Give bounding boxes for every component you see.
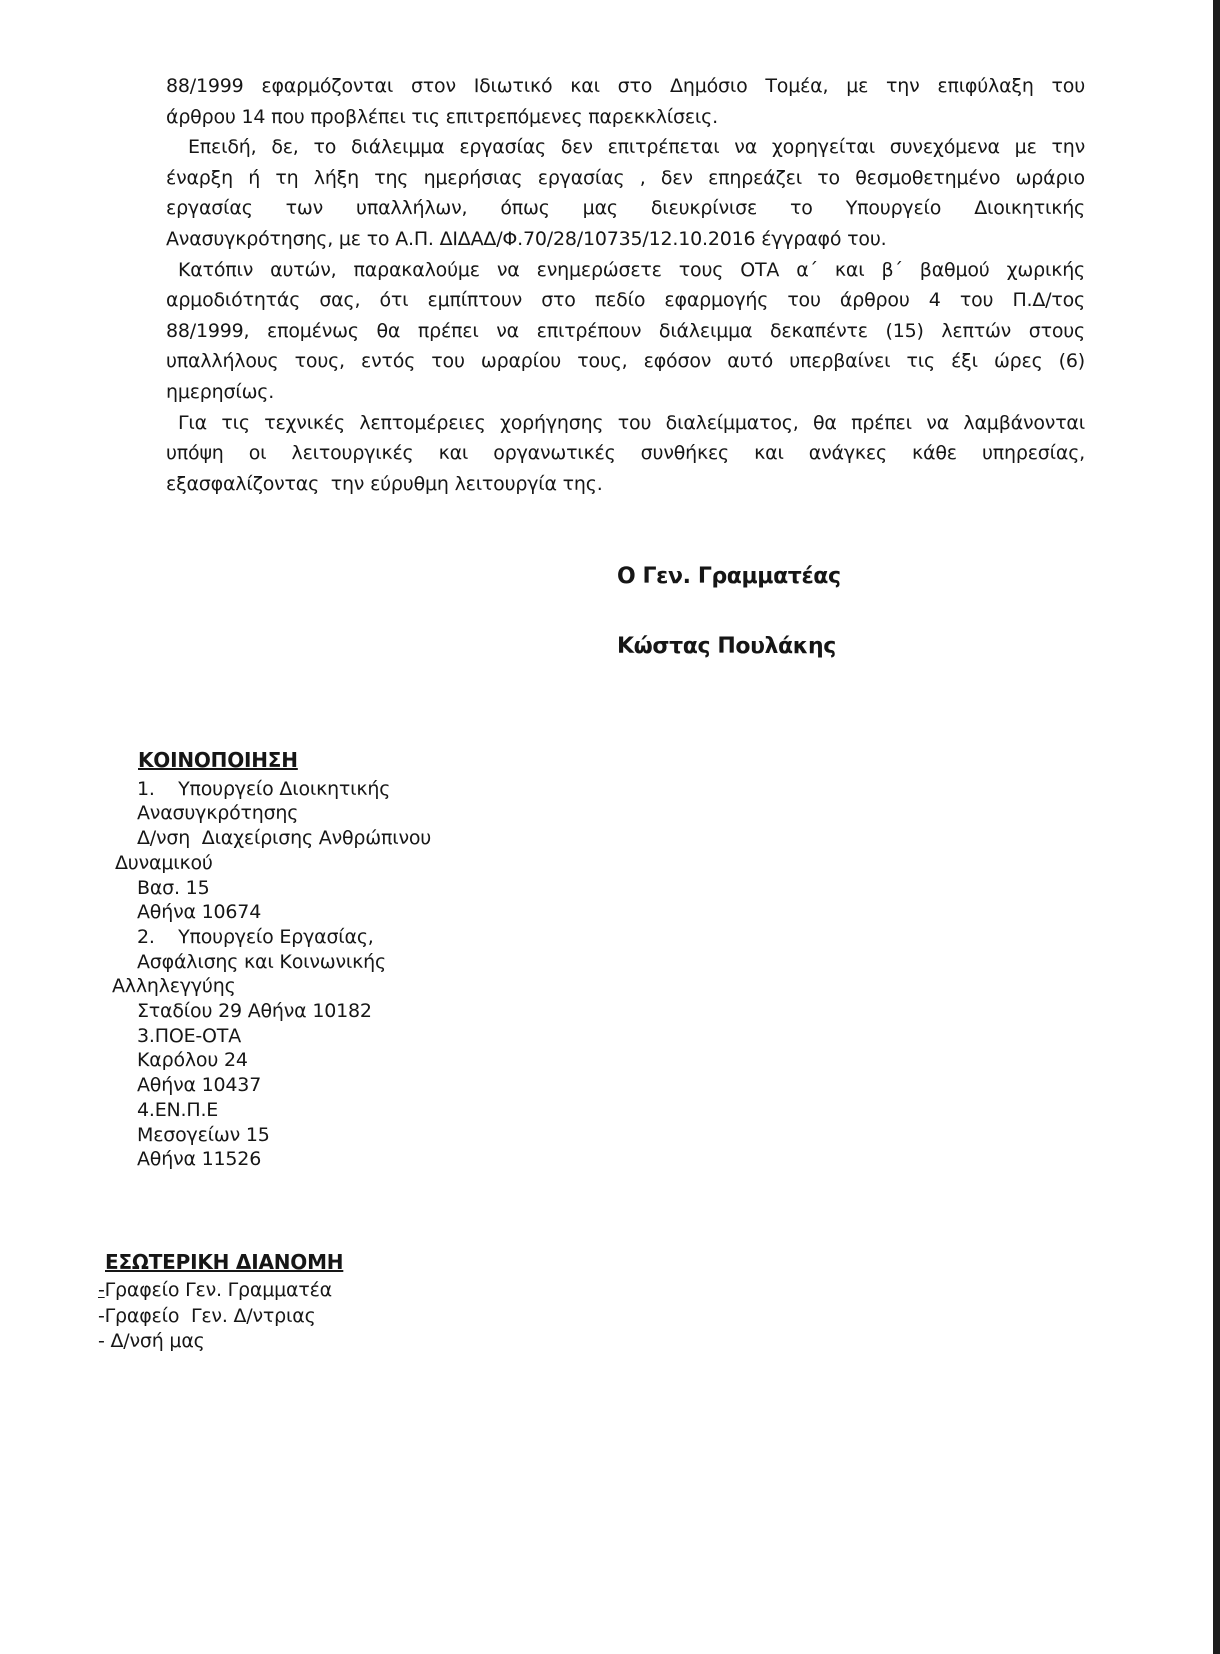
body-line: υπαλλήλους τους, εντός του ωραρίου τους, εφόσον αυτό υπερβαίνει τις έξι ώρες (6) bbox=[166, 350, 1085, 373]
underlined-dash: - bbox=[98, 1279, 105, 1302]
body-line: Επειδή, δε, το διάλειμμα εργασίας δεν επιτρέπεται να χορηγείται συνεχόμενα με την bbox=[188, 136, 1085, 159]
cc-line: Αθήνα 10437 bbox=[137, 1074, 262, 1097]
body-line: εξασφαλίζοντας την εύρυθμη λειτουργία της. bbox=[166, 472, 603, 495]
cc-line: 2. Υπουργείο Εργασίας, bbox=[137, 925, 374, 948]
internal-line-text: Γραφείο Γεν. Γραμματέα bbox=[104, 1279, 332, 1302]
cc-line: Μεσογείων 15 bbox=[137, 1123, 270, 1146]
body-line: Κατόπιν αυτών, παρακαλούμε να ενημερώσετε τους ΟΤΑ α΄ και β΄ βαθμού χωρικής bbox=[178, 258, 1085, 281]
body-line: Για τις τεχνικές λεπτομέρειες χορήγησης του διαλείμματος, θα πρέπει να λαμβάνονται bbox=[178, 411, 1085, 434]
signature-title: Ο Γεν. Γραμματέας bbox=[617, 564, 841, 589]
cc-line: Βασ. 15 bbox=[137, 876, 210, 899]
internal-line: -Γραφείο Γεν. Δ/ντριας bbox=[98, 1304, 316, 1327]
internal-line: - Δ/νσή μας bbox=[98, 1329, 205, 1352]
cc-line: Ασφάλισης και Κοινωνικής bbox=[137, 950, 386, 973]
body-line: αρμοδιότητάς σας, ότι εμπίπτουν στο πεδίο εφαρμογής του άρθρου 4 του Π.Δ/τος bbox=[166, 289, 1085, 312]
body-line: υπόψη οι λειτουργικές και οργανωτικές συνθήκες και ανάγκες κάθε υπηρεσίας, bbox=[166, 442, 1085, 465]
body-line: έναρξη ή τη λήξη της ημερήσιας εργασίας , δεν επηρεάζει το θεσμοθετημένο ωράριο bbox=[166, 166, 1085, 189]
body-line: Ανασυγκρότησης, με το Α.Π. ΔΙΔΑΔ/Φ.70/28/10735/12.10.2016 έγγραφό του. bbox=[166, 227, 887, 250]
body-text bbox=[166, 71, 1085, 499]
cc-heading: ΚΟΙΝΟΠΟΙΗΣΗ bbox=[138, 748, 298, 772]
cc-block bbox=[0, 748, 431, 1172]
body-line: 88/1999 εφαρμόζονται στον Ιδιωτικό και στο Δημόσιο Τομέα, με την επιφύλαξη του bbox=[166, 75, 1085, 97]
cc-line: Αλληλεγγύης bbox=[112, 975, 236, 998]
internal-heading: ΕΣΩΤΕΡΙΚΗ ΔΙΑΝΟΜΗ bbox=[105, 1250, 344, 1274]
signature-name: Κώστας Πουλάκης bbox=[617, 634, 836, 659]
body-line: ημερησίως. bbox=[166, 380, 275, 403]
body-line: 88/1999, επομένως θα πρέπει να επιτρέπουν διάλειμμα δεκαπέντε (15) λεπτών στους bbox=[166, 319, 1085, 342]
cc-line: 4.ΕΝ.Π.Ε bbox=[137, 1098, 219, 1121]
cc-line: 3.ΠΟΕ-ΟΤΑ bbox=[137, 1024, 241, 1047]
cc-line: Καρόλου 24 bbox=[137, 1049, 248, 1072]
internal-line bbox=[0, 1278, 343, 1303]
internal-distribution-block bbox=[0, 1250, 343, 1354]
body-line: άρθρου 14 που προβλέπει τις επιτρεπόμενες παρεκκλίσεις. bbox=[166, 105, 718, 128]
cc-line: Αθήνα 11526 bbox=[137, 1148, 262, 1171]
cc-line: Δυναμικού bbox=[115, 851, 213, 874]
body-line: εργασίας των υπαλλήλων, όπως μας διευκρίνισε το Υπουργείο Διοικητικής bbox=[166, 197, 1085, 220]
cc-line: Σταδίου 29 Αθήνα 10182 bbox=[137, 1000, 372, 1023]
scan-edge-artifact bbox=[1213, 0, 1220, 1654]
cc-line: Ανασυγκρότησης bbox=[137, 802, 299, 825]
cc-line: 1. Υπουργείο Διοικητικής bbox=[137, 777, 391, 800]
cc-line: Αθήνα 10674 bbox=[137, 901, 262, 924]
cc-line: Δ/νση Διαχείρισης Ανθρώπινου bbox=[137, 827, 432, 850]
